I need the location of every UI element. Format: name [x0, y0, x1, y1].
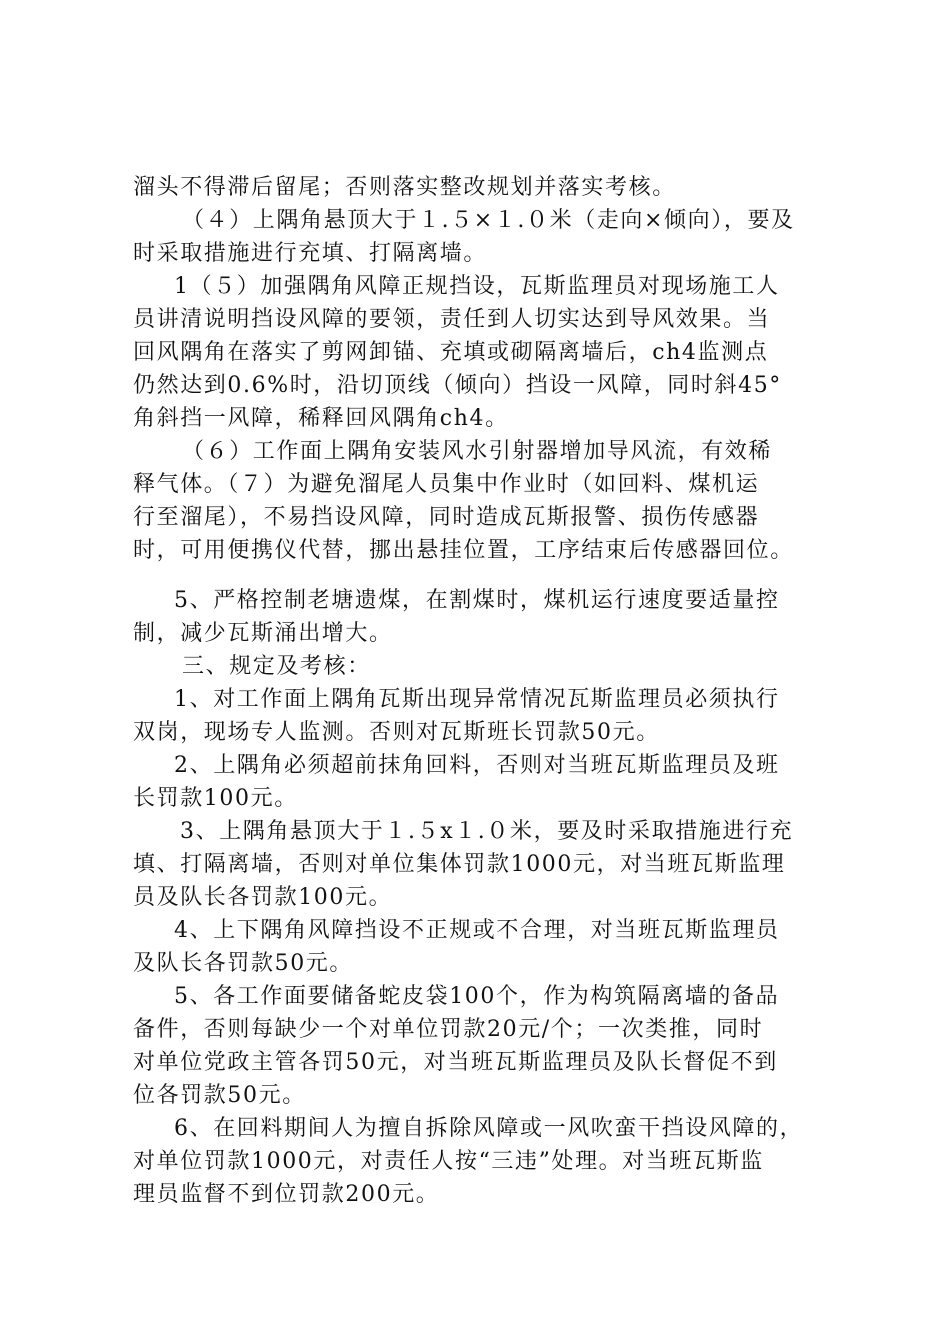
text-line: 4、上下隅角风障挡设不正规或不合理，对当班瓦斯监理员 [174, 918, 780, 943]
text-line: 3、上隅角悬顶大于１.５x１.０米，要及时采取措施进行充 [180, 819, 794, 844]
text-line: 对单位党政主管各罚50元，对当班瓦斯监理员及队长督促不到 [133, 1050, 778, 1075]
text-line: 填、打隔离墙，否则对单位集体罚款1000元，对当班瓦斯监理 [133, 852, 786, 877]
text-line: （４）上隅角悬顶大于１.５×１.０米（走向×倾向），要及 [182, 208, 795, 233]
text-line: 双岗，现场专人监测。否则对瓦斯班长罚款50元。 [133, 720, 660, 745]
text-line: 备件，否则每缺少一个对单位罚款20元/个；一次类推，同时 [133, 1017, 764, 1042]
text-line: 角斜挡一风障，稀释回风隅角ch4。 [133, 406, 509, 431]
text-line: 1（５）加强隅角风障正规挡设，瓦斯监理员对现场施工人 [174, 274, 780, 299]
text-line: 5、各工作面要储备蛇皮袋100个，作为构筑隔离墙的备品 [174, 984, 780, 1009]
text-line: 时，可用便携仪代替，挪出悬挂位置，工序结束后传感器回位。 [133, 538, 794, 563]
text-line: 长罚款100元。 [133, 786, 298, 811]
text-line: 理员监督不到位罚款200元。 [133, 1182, 440, 1207]
text-line: 6、在回料期间人为擅自拆除风障或一风吹蛮干挡设风障的， [174, 1116, 804, 1141]
text-line: 回风隅角在落实了剪网卸锚、充填或砌隔离墙后，ch4监测点 [133, 340, 769, 365]
text-line: 位各罚款50元。 [133, 1083, 306, 1108]
text-line: 及队长各罚款50元。 [133, 951, 353, 976]
text-line: 溜头不得滞后留尾；否则落实整改规划并落实考核。 [133, 175, 676, 200]
text-line: 员及队长各罚款100元。 [133, 885, 393, 910]
text-line: 5、严格控制老塘遗煤，在割煤时，煤机运行速度要适量控 [174, 588, 780, 613]
section-heading: 三、规定及考核： [182, 654, 371, 679]
text-line: 员讲清说明挡设风障的要领，责任到人切实达到导风效果。当 [133, 307, 771, 332]
text-line: 释气体。（７）为避免溜尾人员集中作业时（如回料、煤机运 [133, 472, 760, 497]
text-line: 1、对工作面上隅角瓦斯出现异常情况瓦斯监理员必须执行 [174, 687, 780, 712]
text-line: 仍然达到0.6%时，沿切顶线（倾向）挡设一风障，同时斜45° [133, 373, 782, 398]
text-line: 制，减少瓦斯涌出增大。 [133, 621, 393, 646]
text-line: 行至溜尾），不易挡设风障，同时造成瓦斯报警、损伤传感器 [133, 505, 760, 530]
text-line: 对单位罚款1000元，对责任人按“三违”处理。对当班瓦斯监 [133, 1149, 764, 1174]
text-line: （６）工作面上隅角安装风水引射器增加导风流，有效稀 [182, 439, 773, 464]
text-line: 时采取措施进行充填、打隔离墙。 [133, 241, 488, 266]
text-line: 2、上隅角必须超前抹角回料，否则对当班瓦斯监理员及班 [174, 753, 780, 778]
